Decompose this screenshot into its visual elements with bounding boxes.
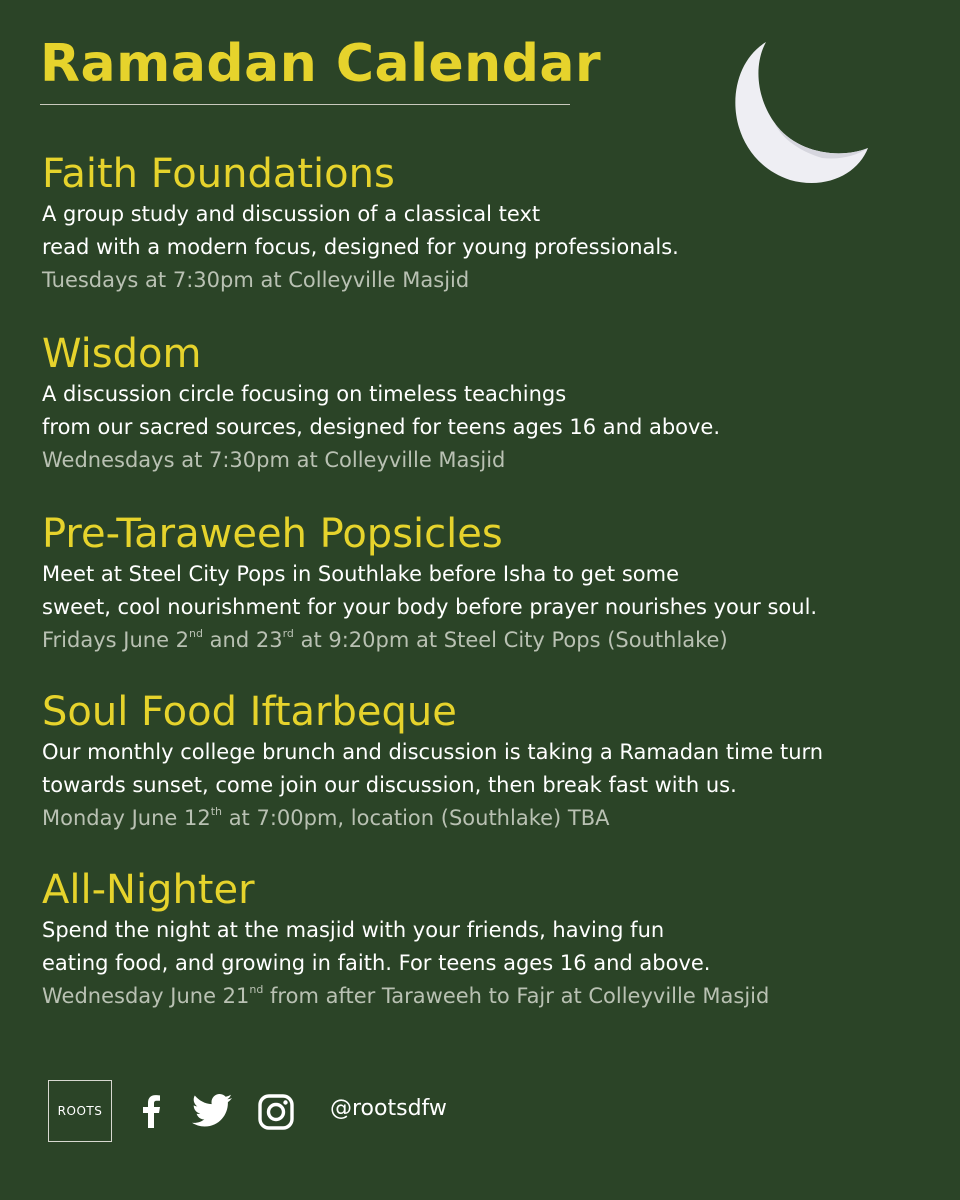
event-description [42, 736, 922, 802]
description-line: Meet at Steel City Pops in Southlake before Isha to get some [42, 562, 679, 586]
event-title: All-Nighter [42, 867, 255, 913]
schedule-text: from after Taraweeh to Fajr at Colleyville Masjid [263, 984, 770, 1008]
event-schedule [42, 624, 922, 657]
ordinal-suffix: th [210, 805, 223, 818]
description-line: A group study and discussion of a classical text [42, 202, 541, 226]
schedule-text: Fridays June 2 [42, 628, 190, 652]
description-line: sweet, cool nourishment for your body before prayer nourishes your soul. [42, 595, 818, 619]
event-description [42, 914, 922, 980]
event-all-nighter [42, 866, 922, 1013]
event-wisdom [42, 330, 922, 477]
logo-text: ROOTS [57, 1104, 103, 1118]
event-title: Faith Foundations [42, 151, 395, 197]
roots-logo [48, 1080, 112, 1142]
schedule-text: Monday June 12 [42, 806, 211, 830]
facebook-icon[interactable] [140, 1094, 162, 1128]
event-title: Soul Food Iftarbeque [42, 689, 457, 735]
instagram-icon[interactable] [258, 1094, 294, 1130]
schedule-text: Wednesdays at 7:30pm at Colleyville Masjid [42, 448, 506, 472]
event-schedule [42, 980, 922, 1013]
schedule-text: Tuesdays at 7:30pm at Colleyville Masjid [42, 268, 470, 292]
event-faith-foundations [42, 150, 922, 297]
event-description [42, 378, 922, 444]
event-pre-taraweeh-popsicles [42, 510, 922, 657]
event-schedule [42, 444, 922, 477]
event-description [42, 198, 922, 264]
event-description [42, 558, 922, 624]
description-line: read with a modern focus, designed for young professionals. [42, 235, 679, 259]
event-schedule [42, 802, 922, 835]
event-soul-food-iftarbeque [42, 688, 922, 835]
schedule-text: and 23 [203, 628, 283, 652]
event-title: Wisdom [42, 331, 202, 377]
description-line: towards sunset, come join our discussion, then break fast with us. [42, 773, 737, 797]
schedule-text: Wednesday June 21 [42, 984, 250, 1008]
schedule-text: at 7:00pm, location (Southlake) TBA [222, 806, 610, 830]
description-line: Our monthly college brunch and discussion is taking a Ramadan time turn [42, 740, 824, 764]
title-divider [40, 104, 570, 105]
footer [48, 1080, 648, 1144]
description-line: A discussion circle focusing on timeless teachings [42, 382, 567, 406]
ordinal-suffix: nd [249, 983, 264, 996]
ordinal-suffix: rd [282, 627, 294, 640]
event-title: Pre-Taraweeh Popsicles [42, 511, 503, 557]
event-schedule [42, 264, 922, 297]
social-handle[interactable]: @rootsdfw [330, 1096, 447, 1121]
description-line: from our sacred sources, designed for teens ages 16 and above. [42, 415, 721, 439]
description-line: eating food, and growing in faith. For teens ages 16 and above. [42, 951, 711, 975]
description-line: Spend the night at the masjid with your friends, having fun [42, 918, 665, 942]
ordinal-suffix: nd [189, 627, 203, 640]
twitter-icon[interactable] [192, 1094, 232, 1128]
schedule-text: at 9:20pm at Steel City Pops (Southlake) [293, 628, 728, 652]
page-title: Ramadan Calendar [40, 34, 602, 94]
